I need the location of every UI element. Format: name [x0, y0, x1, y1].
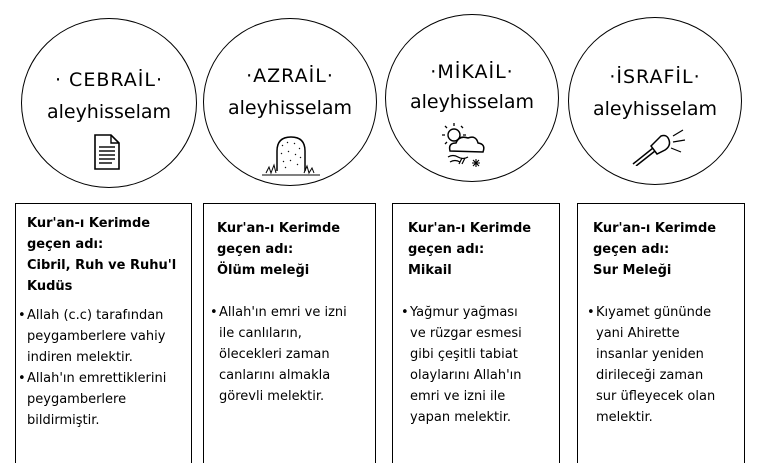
- list-item: • Allah'ın emrettiklerini peygamberlere bildirmiştir.: [18, 371, 167, 428]
- angel-circle-azrail: [203, 18, 377, 186]
- angel-name: ·AZRAİL·: [246, 65, 334, 87]
- angel-circle-mikail: [385, 14, 559, 182]
- angel-name: · CEBRAİL·: [54, 69, 164, 91]
- angel-name: ·MİKAİL·: [430, 61, 514, 83]
- angel-title: aleyhisselam: [46, 101, 172, 123]
- list-item: • Kıyamet gününde yani Ahirette insanlar yeniden dirileceği zaman sur üfleyecek olan melektir.: [587, 305, 716, 425]
- card-description: [210, 302, 347, 407]
- angel-title: aleyhisselam: [409, 91, 535, 113]
- card-heading: Kur'an-ı Kerimde geçen adı: Mikail: [408, 221, 532, 278]
- angel-card-cebrail: [15, 203, 192, 463]
- card-heading: Kur'an-ı Kerimde geçen adı: Sur Meleği: [593, 221, 717, 278]
- angel-card-azrail: [203, 203, 376, 463]
- tombstone-icon: [260, 131, 322, 177]
- card-heading: Kur'an-ı Kerimde geçen adı: Cibril, Ruh ve Ruhu'l Kudüs: [27, 216, 177, 294]
- angel-name: ·İSRAFİL·: [609, 66, 701, 88]
- angel-title: aleyhisselam: [592, 98, 718, 120]
- card-description: [587, 302, 716, 428]
- card-description: [401, 302, 522, 428]
- angel-card-mikail: [392, 203, 560, 463]
- card-heading: Kur'an-ı Kerimde geçen adı: Ölüm meleği: [217, 221, 341, 278]
- list-item: • Yağmur yağması ve rüzgar esmesi gibi çeşitli tabiat olaylarını Allah'ın emri ve izni ile yapan melektir.: [401, 305, 522, 425]
- angel-card-israfil: [577, 203, 745, 463]
- angel-title: aleyhisselam: [227, 97, 353, 119]
- weather-icon: [440, 121, 490, 169]
- list-item: • Allah (c.c) tarafından peygamberlere vahiy indiren melektir.: [18, 308, 166, 365]
- card-description: [18, 305, 167, 431]
- angel-circle-israfil: [568, 17, 742, 185]
- trumpet-icon: [629, 126, 687, 166]
- list-item: • Allah'ın emri ve izni ile canlıların, ölecekleri zaman canlarını almakla görevli melektir.: [210, 305, 347, 404]
- angel-circle-cebrail: [21, 18, 197, 188]
- document-icon: [92, 134, 122, 170]
